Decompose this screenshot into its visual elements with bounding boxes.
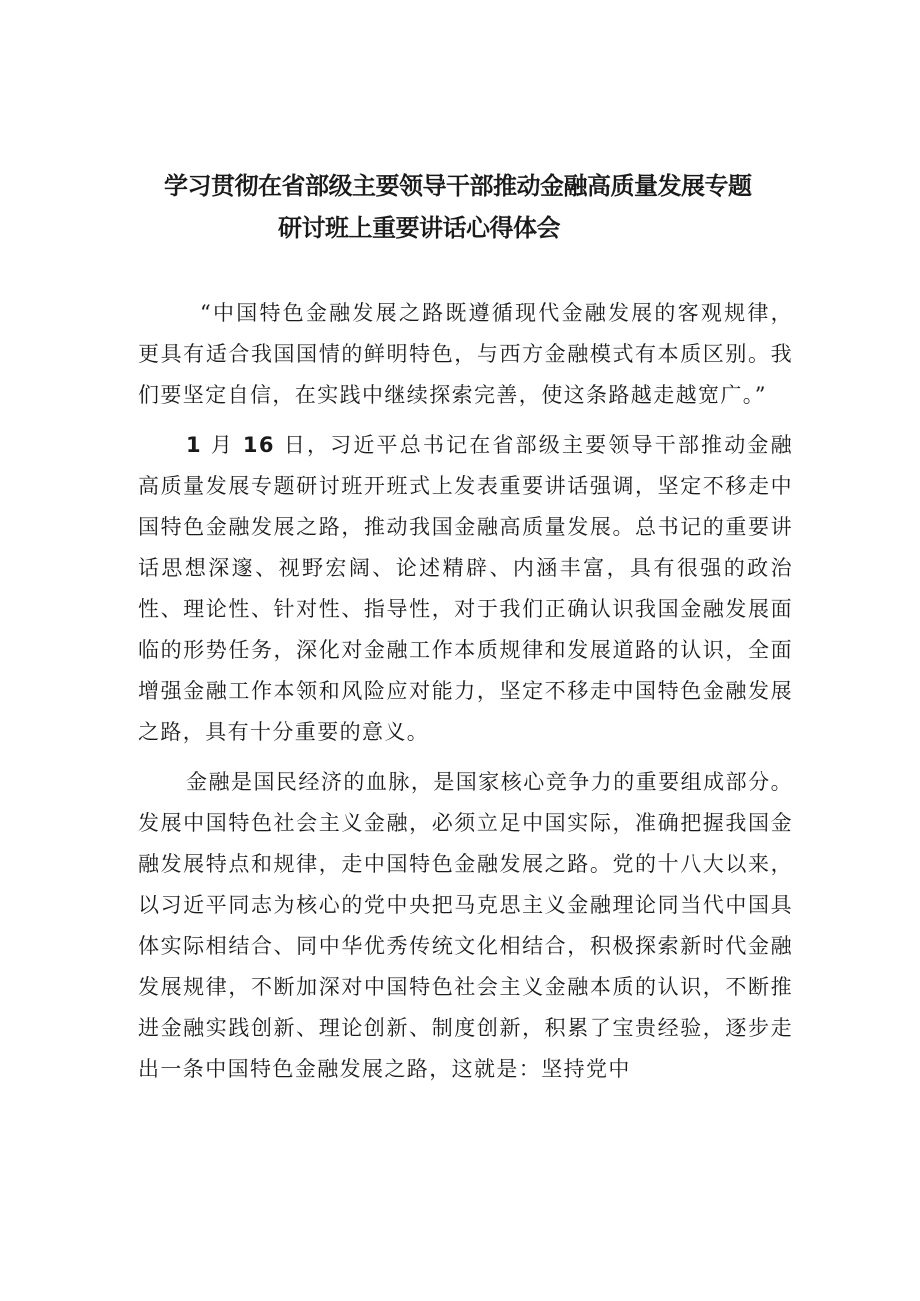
body-paragraph-2: 金融是国民经济的血脉，是国家核心竞争力的重要组成部分。发展中国特色社会主义金融，必须立足中国实际，准确把握我国金融发展特点和规律，走中国特色金融发展之路。党的十八大以来，以习近平同志为核心的党中央把马克思主义金融理论同当代中国具体实际相结合、同中华优秀传统文化相结合，积极探索新时代金融发展规律，不断加深对中国特色社会主义金融本质的认识，不断推进金融实践创新、理论创新、制度创新，积累了宝贵经验，逐步走出一条中国特色金融发展之路，这就是：坚持党中 <box>138 770 793 1081</box>
date-month: 1 <box>186 433 203 457</box>
date-month-unit: 月 <box>210 433 235 457</box>
quote-paragraph: “中国特色金融发展之路既遵循现代金融发展的客观规律，更具有适合我国国情的鲜明特色，与西方金融模式有本质区别。我们要坚定自信，在实践中继续探索完善，使这条路越走越宽广。” <box>138 301 793 407</box>
body-paragraph-1-text: 日，习近平总书记在省部级主要领导干部推动金融高质量发展专题研讨班开班式上发表重要讲话强调，坚定不移走中国特色金融发展之路，推动我国金融高质量发展。总书记的重要讲话思想深邃、视野宏阔、论述精辟、内涵丰富，具有很强的政治性、理论性、针对性、指导性，对于我们正确认识我国金融发展面临的形势任务，深化对金融工作本质规律和发展道路的认识，全面增强金融工作本领和风险应对能力，坚定不移走中国特色金融发展之路，具有十分重要的意义。 <box>138 433 793 744</box>
document-title-line-1: 学习贯彻在省部级主要领导干部推动金融高质量发展专题 <box>164 172 752 200</box>
date-day: 16 <box>242 433 275 457</box>
body-paragraph-1 <box>138 425 793 753</box>
document-body <box>138 293 793 1099</box>
document-title-line-2: 研讨班上重要讲话心得体会 <box>278 214 560 242</box>
